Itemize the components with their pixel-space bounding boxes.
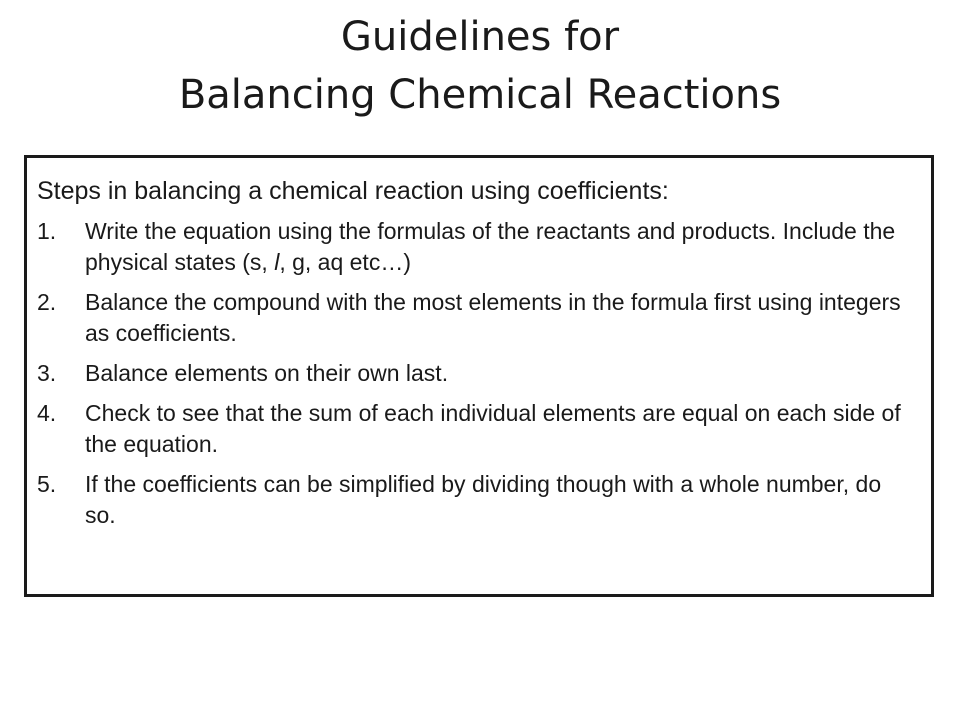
step-text (85, 216, 913, 278)
step-number: 5. (37, 471, 57, 497)
step-number: 4. (37, 400, 57, 426)
step-number: 3. (37, 360, 57, 386)
list-item (37, 287, 913, 349)
step-text-part: , g, aq etc…) (279, 249, 411, 275)
list-item (37, 398, 913, 460)
steps-box (24, 155, 934, 597)
title-line-2: Balancing Chemical Reactions (178, 72, 782, 118)
list-item (37, 469, 913, 531)
steps-list (37, 216, 913, 531)
step-text-part: Write the equation using the formulas of the reactants and products. Include the physical states (s, (85, 218, 896, 275)
list-item (37, 358, 913, 389)
list-item (37, 216, 913, 278)
step-number: 2. (37, 289, 57, 315)
step-text-italic: l (274, 249, 280, 275)
slide-title (0, 8, 960, 124)
step-text: Balance the compound with the most elements in the formula first using integers as coefficients. (85, 289, 901, 346)
title-line-1: Guidelines for (340, 14, 620, 60)
step-text: Check to see that the sum of each individual elements are equal on each side of the equation. (85, 400, 901, 457)
step-text: Balance elements on their own last. (85, 360, 449, 386)
step-number: 1. (37, 218, 57, 244)
step-text: If the coefficients can be simplified by dividing though with a whole number, do so. (85, 471, 882, 528)
steps-intro: Steps in balancing a chemical reaction using coefficients: (37, 177, 669, 205)
